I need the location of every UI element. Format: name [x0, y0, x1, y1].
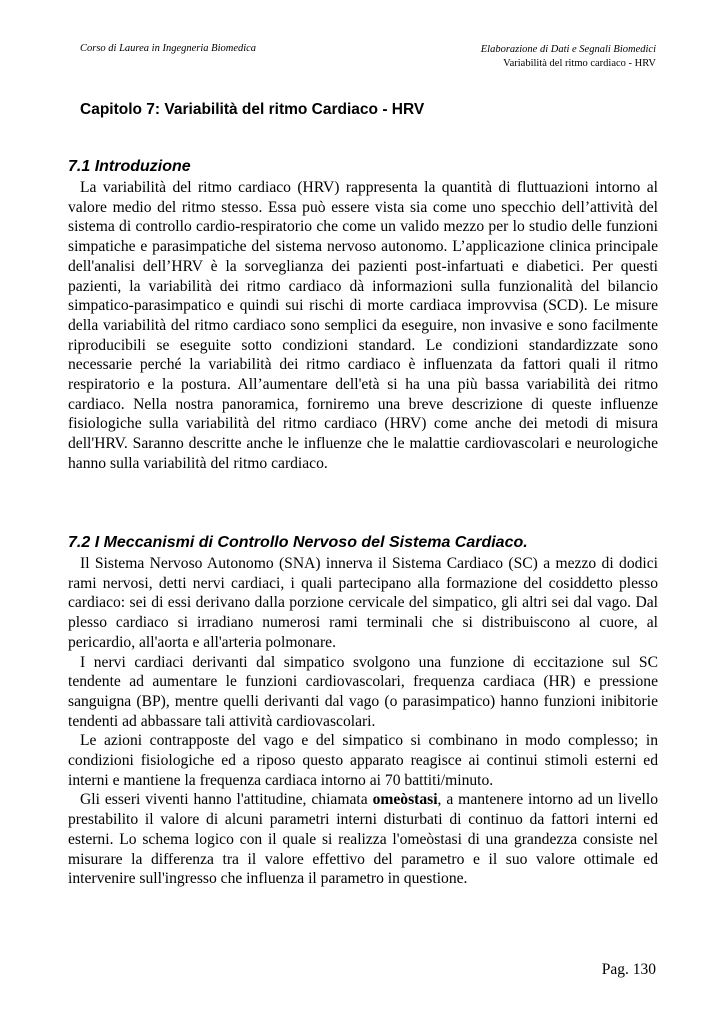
- section-meccanismi: [68, 534, 658, 889]
- section-title: 7.2 I Meccanismi di Controllo Nervoso del Sistema Cardiaco.: [68, 534, 528, 551]
- section-title: 7.1 Introduzione: [68, 158, 191, 175]
- text-run: Gli esseri viventi hanno l'attitudine, chiamata: [80, 791, 373, 809]
- term-omeostasi: omeòstasi: [372, 791, 438, 809]
- page-number: Pag. 130: [601, 961, 656, 978]
- paragraph: I nervi cardiaci derivanti dal simpatico svolgono una funzione di eccitazione sul SC tendente ad aumentare le funzioni cardiovascolari, frequenza cardiaca (HR) e pressione sanguigna (BP), mentre quelli derivanti dal vago (o parasimpatico) hanno funzioni inibitorie tendenti ad abbassare tali attività cardiovascolari.: [68, 653, 658, 730]
- paragraph: La variabilità del ritmo cardiaco (HRV) rappresenta la quantità di fluttuazioni intorno al valore medio del ritmo stesso. Essa può essere vista sia come uno specchio dell’attività del sistema di controllo cardio-respiratorio che come un valido mezzo per lo studio delle funzioni simpatiche e parasimpatiche del sistema nervoso autonomo. L’applicazione clinica principale dell'analisi dell’HRV è la sorveglianza dei pazienti post-infartuati e diabetici. Per questi pazienti, la variabilità dei ritmo cardiaco dà informazioni sulla funzionalità del bilancio simpatico-parasimpatico e quindi sui rischi di morte cardiaca improvvisa (SCD). Le misure della variabilità del ritmo cardiaco sono semplici da eseguire, non invasive e sono facilmente riproducibili se eseguite sotto condizioni standard. Le condizioni standardizzate sono necessarie perché la variabilità dei ritmo cardiaco è influenzata da fattori quali il ritmo respiratorio e la postura. All’aumentare dell'età si ha una più bassa variabilità dei ritmo cardiaco. Nella nostra panoramica, forniremo una breve descrizione di queste influenze fisiologiche sulla variabilità del ritmo cardiaco (HRV) come anche dei metodi di misura dell'HRV. Saranno descritte anche le influenze che le malattie cardiovascolari e neurologiche hanno sulla variabilità del ritmo cardiaco.: [68, 179, 658, 472]
- header-right: [481, 43, 656, 71]
- paragraph: Il Sistema Nervoso Autonomo (SNA) innerva il Sistema Cardiaco (SC) a mezzo di dodici rami nervosi, detti nervi cardiaci, i quali partecipano alla formazione del cosiddetto plesso cardiaco: sei di essi derivano dalla porzione cervicale del simpatico, gli altri sei dal vago. Dal plesso cardiaco si irradiano numerosi rami terminali che si distribuiscono al cuore, al pericardio, all'aorta e all'arteria polmonare.: [68, 555, 658, 651]
- section-introduzione: [68, 158, 658, 474]
- header-topic: Variabilità del ritmo cardiaco - HRV: [503, 58, 656, 69]
- header-course: Corso di Laurea in Ingegneria Biomedica: [80, 43, 257, 54]
- header-subject: Elaborazione di Dati e Segnali Biomedici: [480, 44, 656, 55]
- text-run: , a mantenere intorno ad un livello prestabilito il valore di alcuni parametri interni disturbati di continuo da fattori interni ed esterni. Lo schema logico con il quale si realizza l'omeòstasi di una grandezza consiste nel misurare la differenza tra il valore effettivo del parametro e il suo valore ottimale ed intervenire sull'ingresso che influenza il parametro in questione.: [68, 791, 658, 888]
- paragraph: [68, 790, 658, 889]
- chapter-title: Capitolo 7: Variabilità del ritmo Cardiaco - HRV: [80, 101, 425, 118]
- paragraph: Le azioni contrapposte del vago e del simpatico si combinano in modo complesso; in condizioni fisiologiche ed a riposo questo apparato reagisce ai continui stimoli esterni ed interni e mantiene la frequenza cardiaca intorno ai 70 battiti/minuto.: [68, 732, 658, 789]
